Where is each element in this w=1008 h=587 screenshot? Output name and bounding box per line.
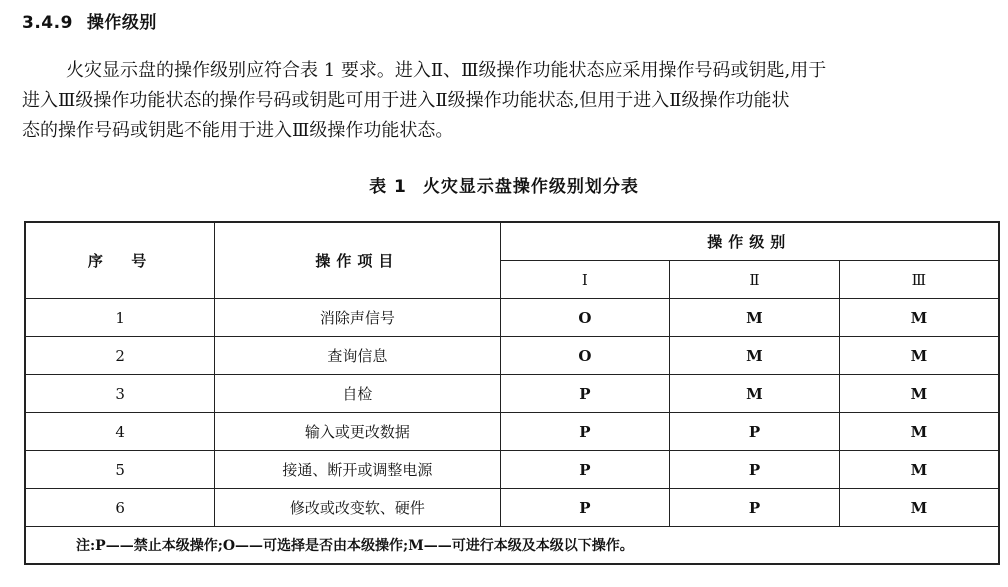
cell-item: 接通、断开或调整电源 [215, 451, 500, 489]
cell-level-1: P [500, 489, 670, 527]
section-heading [22, 8, 157, 33]
cell-level-3: M [839, 489, 999, 527]
cell-level-1: O [500, 337, 670, 375]
paragraph-line: 进入Ⅲ级操作功能状态的操作号码或钥匙可用于进入Ⅱ级操作功能状态,但用于进入Ⅱ级操作功能状 [22, 90, 790, 111]
table-note: 注:P——禁止本级操作;O——可选择是否由本级操作;M——可进行本级及本级以下操作。 [25, 527, 999, 565]
cell-level-1: O [500, 299, 670, 337]
cell-level-2: M [670, 299, 840, 337]
table-row [25, 299, 999, 337]
cell-seq: 6 [25, 489, 215, 527]
cell-seq: 2 [25, 337, 215, 375]
body-paragraph [22, 56, 1000, 146]
cell-item: 消除声信号 [215, 299, 500, 337]
header-level-3: Ⅲ [839, 261, 999, 299]
cell-seq: 5 [25, 451, 215, 489]
cell-level-3: M [839, 337, 999, 375]
cell-item: 输入或更改数据 [215, 413, 500, 451]
table-row [25, 451, 999, 489]
cell-seq: 3 [25, 375, 215, 413]
cell-level-2: P [670, 413, 840, 451]
cell-item: 查询信息 [215, 337, 500, 375]
table-row [25, 489, 999, 527]
header-level-group: 操作级别 [500, 222, 999, 261]
header-item: 操作项目 [215, 222, 500, 299]
paragraph-line: 火灾显示盘的操作级别应符合表 1 要求。进入Ⅱ、Ⅲ级操作功能状态应采用操作号码或钥匙,用于 [66, 60, 827, 81]
cell-level-1: P [500, 451, 670, 489]
paragraph-line: 态的操作号码或钥匙不能用于进入Ⅲ级操作功能状态。 [22, 120, 454, 141]
section-title: 操作级别 [86, 13, 157, 33]
table-title: 火灾显示盘操作级别划分表 [422, 177, 639, 197]
header-level-2: Ⅱ [670, 261, 840, 299]
cell-seq: 1 [25, 299, 215, 337]
header-seq: 序 号 [25, 222, 215, 299]
table-row [25, 337, 999, 375]
cell-seq: 4 [25, 413, 215, 451]
cell-level-3: M [839, 375, 999, 413]
cell-level-2: P [670, 451, 840, 489]
cell-level-2: P [670, 489, 840, 527]
cell-level-1: P [500, 413, 670, 451]
section-number: 3.4.9 [22, 13, 73, 33]
cell-item: 自检 [215, 375, 500, 413]
table-caption [0, 172, 1008, 197]
table-note-row [25, 527, 999, 565]
cell-level-2: M [670, 337, 840, 375]
operation-level-table [24, 221, 1000, 565]
cell-item: 修改或改变软、硬件 [215, 489, 500, 527]
table-row [25, 413, 999, 451]
cell-level-3: M [839, 413, 999, 451]
cell-level-1: P [500, 375, 670, 413]
header-level-1: Ⅰ [500, 261, 670, 299]
table-number: 表 1 [369, 177, 407, 197]
cell-level-3: M [839, 299, 999, 337]
cell-level-2: M [670, 375, 840, 413]
table-header-row [25, 222, 999, 261]
cell-level-3: M [839, 451, 999, 489]
table-row [25, 375, 999, 413]
